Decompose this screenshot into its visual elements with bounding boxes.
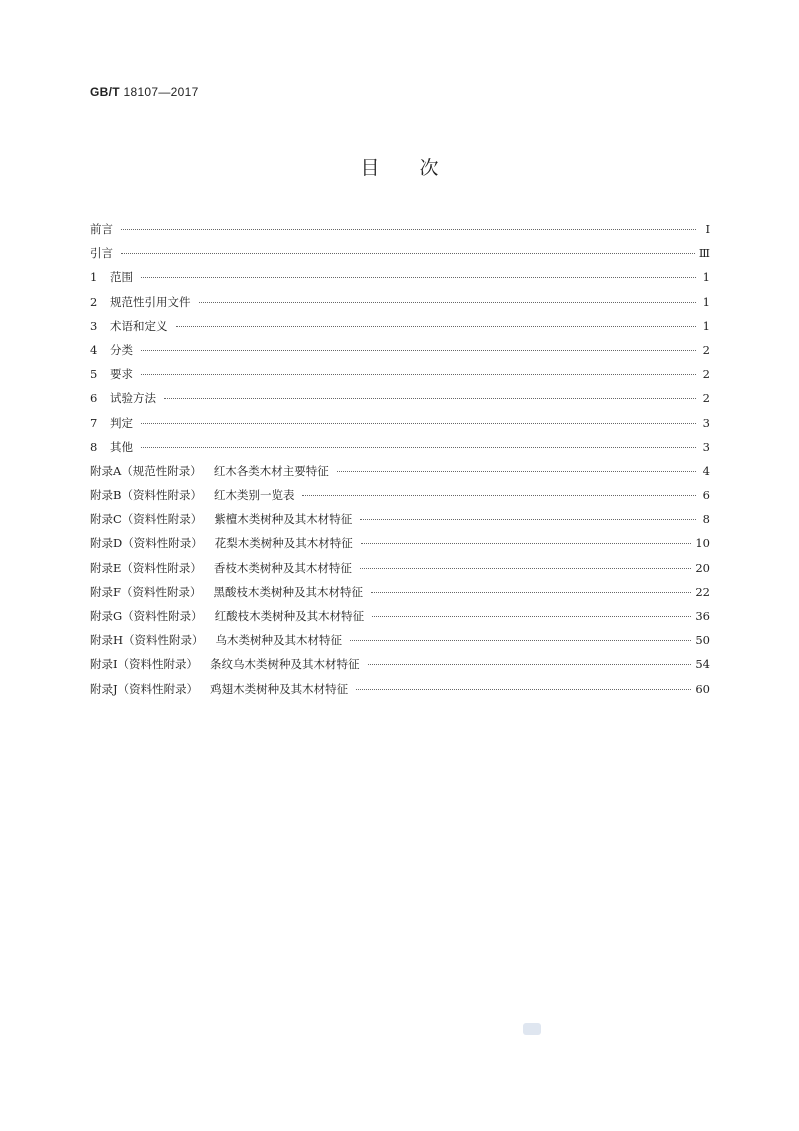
toc-entry[interactable] xyxy=(90,342,710,366)
toc-annex-label: 附录I（资料性附录） xyxy=(90,657,199,672)
toc-entry[interactable] xyxy=(90,269,710,293)
toc-leader-dots xyxy=(141,350,696,351)
toc-entry[interactable] xyxy=(90,511,710,535)
toc-leader-dots xyxy=(141,277,696,278)
toc-entry-label: 红木类别一览表 xyxy=(213,488,295,503)
toc-entry[interactable] xyxy=(90,656,710,680)
toc-leader-dots xyxy=(141,423,696,424)
toc-leader-dots xyxy=(121,229,696,230)
toc-page-number: 60 xyxy=(695,681,710,696)
toc-page-number: 4 xyxy=(702,463,710,478)
toc-annex-label: 附录F（资料性附录） xyxy=(90,584,202,599)
toc-entry-label: 红酸枝木类树种及其木材特征 xyxy=(214,609,365,623)
toc-entry[interactable] xyxy=(90,221,710,245)
toc-leader-dots xyxy=(356,689,691,690)
toc-entry-label: 规范性引用文件 xyxy=(110,294,191,309)
toc-page-number: 20 xyxy=(695,560,710,575)
toc-page-number: 10 xyxy=(695,536,710,551)
toc-leader-dots xyxy=(199,302,697,303)
toc-leader-dots xyxy=(164,398,696,399)
toc-page-number: 3 xyxy=(702,415,710,430)
toc-leader-dots xyxy=(141,374,696,375)
toc-annex-label: 附录B（资料性附录） xyxy=(90,488,202,503)
toc-leader-dots xyxy=(141,447,696,448)
toc-section-number: 3 xyxy=(90,318,98,333)
toc-entry-label: 前言 xyxy=(90,222,113,236)
toc-entry-label: 鸡翅木类树种及其木材特征 xyxy=(210,681,349,696)
standard-number: 18107—2017 xyxy=(123,85,199,99)
toc-page-number: 8 xyxy=(702,512,710,527)
toc-entry-label: 范围 xyxy=(110,270,133,285)
toc-entry[interactable] xyxy=(90,439,710,463)
toc-annex-label: 附录A（规范性附录） xyxy=(90,463,202,478)
toc-leader-dots xyxy=(361,543,692,544)
toc-page-number: 50 xyxy=(695,633,710,648)
toc-entry[interactable] xyxy=(90,487,710,511)
toc-leader-dots xyxy=(176,326,697,327)
toc-page-number: 1 xyxy=(702,270,710,285)
toc-entry[interactable] xyxy=(90,632,710,656)
toc-entry-label: 判定 xyxy=(110,415,133,430)
toc-annex-label: 附录J（资料性附录） xyxy=(90,681,199,696)
toc-page-number: Ⅲ xyxy=(698,246,710,261)
toc-entry-label: 紫檀木类树种及其木材特征 xyxy=(214,512,353,527)
toc-entry[interactable] xyxy=(90,318,710,342)
toc-entry-label: 术语和定义 xyxy=(110,318,168,333)
toc-page-number: 2 xyxy=(702,391,710,406)
toc-entry-label: 分类 xyxy=(110,342,133,357)
toc-entry[interactable] xyxy=(90,535,710,559)
toc-leader-dots xyxy=(302,495,696,496)
toc-entry[interactable] xyxy=(90,390,710,414)
watermark-logo xyxy=(523,1023,541,1035)
toc-entry-label: 花梨木类树种及其木材特征 xyxy=(214,536,353,551)
toc-page-number: 3 xyxy=(702,439,710,454)
toc-entry-label: 试验方法 xyxy=(110,391,156,406)
toc-entry[interactable] xyxy=(90,415,710,439)
toc-annex-label: 附录C（资料性附录） xyxy=(90,512,203,527)
toc-section-number: 7 xyxy=(90,415,98,430)
toc-page-number: 1 xyxy=(702,318,710,333)
toc-entry[interactable] xyxy=(90,584,710,608)
toc-annex-label: 附录D（资料性附录） xyxy=(90,536,203,551)
toc-entry-label: 条纹乌木类树种及其木材特征 xyxy=(210,657,360,672)
toc-page-number: 2 xyxy=(702,367,710,382)
toc-entry-label: 乌木类树种及其木材特征 xyxy=(215,633,343,648)
toc-entry[interactable] xyxy=(90,560,710,584)
toc-annex-label: 附录H（资料性附录） xyxy=(90,633,204,648)
toc-section-number: 2 xyxy=(90,294,98,309)
toc-page-number: 6 xyxy=(702,488,710,503)
toc-entry-label: 黑酸枝木类树种及其木材特征 xyxy=(213,584,363,599)
toc-page-number: 1 xyxy=(702,294,710,309)
toc-section-number: 1 xyxy=(90,270,98,285)
toc-annex-label: 附录E（资料性附录） xyxy=(90,560,202,575)
toc-leader-dots xyxy=(337,471,696,472)
toc-entry[interactable] xyxy=(90,366,710,390)
toc-entry[interactable] xyxy=(90,608,710,632)
toc-entry[interactable] xyxy=(90,681,710,705)
toc-annex-label: 附录G（资料性附录） xyxy=(90,609,203,623)
toc-leader-dots xyxy=(121,253,695,254)
toc-section-number: 5 xyxy=(90,367,98,382)
toc-section-number: 6 xyxy=(90,391,98,406)
toc-leader-dots xyxy=(371,592,691,593)
toc-section-number: 4 xyxy=(90,342,98,357)
table-of-contents xyxy=(90,221,710,705)
document-title: 目次 xyxy=(360,157,479,179)
toc-leader-dots xyxy=(360,519,696,520)
toc-leader-dots xyxy=(350,640,691,641)
toc-section-number: 8 xyxy=(90,439,98,454)
toc-entry-label: 引言 xyxy=(90,246,113,261)
toc-leader-dots xyxy=(360,568,691,569)
toc-entry[interactable] xyxy=(90,294,710,318)
toc-page-number: 54 xyxy=(695,657,710,672)
toc-entry[interactable] xyxy=(90,245,710,269)
page-header xyxy=(90,85,199,99)
toc-page-number: Ⅰ xyxy=(705,222,710,236)
standard-prefix: GB/T xyxy=(90,85,120,99)
toc-leader-dots xyxy=(368,664,692,665)
toc-page-number: 36 xyxy=(695,609,710,623)
toc-entry-label: 要求 xyxy=(110,367,133,382)
toc-entry-label: 其他 xyxy=(110,439,133,454)
toc-entry[interactable] xyxy=(90,463,710,487)
toc-page-number: 2 xyxy=(702,342,710,357)
toc-leader-dots xyxy=(372,616,691,617)
toc-page-number: 22 xyxy=(695,584,710,599)
toc-entry-label: 红木各类木材主要特征 xyxy=(213,463,329,478)
toc-entry-label: 香枝木类树种及其木材特征 xyxy=(213,560,352,575)
